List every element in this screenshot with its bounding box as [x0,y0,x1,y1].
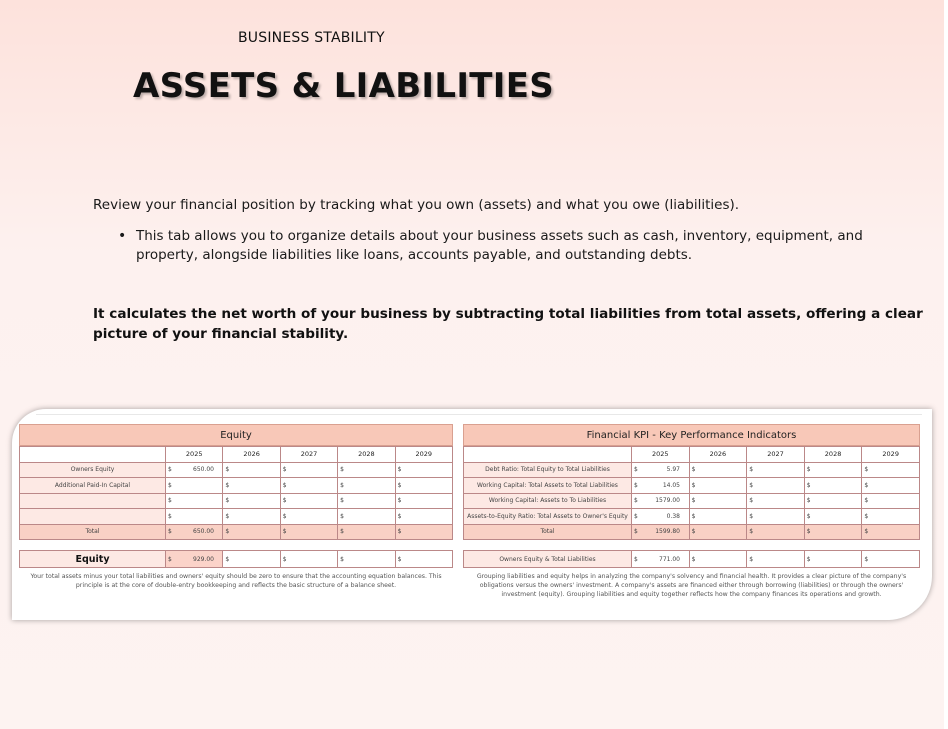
value-cell[interactable] [280,551,337,568]
value-cell[interactable] [747,478,805,494]
value-cell[interactable] [747,462,805,478]
table-row [464,524,920,540]
table-header-row [464,447,920,463]
value-cell[interactable] [395,462,452,478]
currency-symbol: $ [691,497,696,505]
table-row [20,462,453,478]
value-cell[interactable] [632,551,690,568]
value-cell[interactable] [804,524,862,540]
value-cell[interactable] [689,509,747,525]
equity-panel-title: Equity [19,424,453,446]
value-cell[interactable] [862,524,920,540]
value-cell[interactable] [338,462,395,478]
row-label: Additional Paid-In Capital [20,478,166,494]
value-cell[interactable] [280,462,337,478]
value-cell[interactable] [689,493,747,509]
currency-symbol: $ [634,481,638,489]
value-cell[interactable] [689,478,747,494]
value-cell[interactable] [804,462,862,478]
year-header: 2028 [804,447,862,463]
table-row [464,478,920,494]
currency-symbol: $ [168,512,172,520]
row-label [20,509,166,525]
kpi-rows [464,462,920,540]
equity-summary-table [19,550,453,568]
value-cell[interactable] [862,493,920,509]
value-cell[interactable] [395,524,452,540]
currency-symbol: $ [806,512,811,520]
sheet-divider [36,414,922,415]
currency-symbol: $ [282,481,287,489]
value-cell[interactable] [338,524,395,540]
row-label: Assets-to-Equity Ratio: Total Assets to Owner's Equity [464,509,632,525]
currency-symbol: $ [749,528,754,536]
value-cell[interactable] [223,478,280,494]
currency-symbol: $ [749,497,754,505]
equity-rows [20,462,453,540]
value-cell[interactable] [862,551,920,568]
currency-symbol: $ [864,512,869,520]
currency-symbol: $ [282,512,287,520]
currency-symbol: $ [634,466,638,474]
value-cell[interactable] [166,493,223,509]
table-row [20,509,453,525]
currency-symbol: $ [749,481,754,489]
row-label: Owners Equity & Total Liabilities [464,551,632,568]
currency-symbol: $ [225,481,230,489]
currency-symbol: $ [168,481,172,489]
currency-symbol: $ [634,555,638,563]
table-row [20,493,453,509]
year-header: 2026 [689,447,747,463]
value-cell[interactable] [338,478,395,494]
currency-symbol: $ [691,555,696,563]
row-label: Total [464,524,632,540]
kpi-summary-table [463,550,920,568]
value-cell[interactable] [804,509,862,525]
currency-symbol: $ [806,555,811,563]
value-cell[interactable] [223,551,280,568]
currency-symbol: $ [691,512,696,520]
value-cell[interactable] [689,462,747,478]
currency-symbol: $ [749,512,754,520]
row-label: Owners Equity [20,462,166,478]
currency-symbol: $ [168,466,172,474]
header-blank [464,447,632,463]
currency-symbol: $ [634,512,638,520]
currency-symbol: $ [864,528,869,536]
table-row [20,478,453,494]
value-cell[interactable] [166,551,223,568]
currency-symbol: $ [225,512,230,520]
value-cell[interactable] [804,551,862,568]
currency-symbol: $ [397,497,402,505]
cell-value: 1599.80 [655,528,680,536]
year-header: 2027 [747,447,805,463]
currency-symbol: $ [282,555,287,563]
currency-symbol: $ [634,497,638,505]
bullet-item: This tab allows you to organize details about your business assets such as cash, inventory, equipment, and property, alongside liabilities like loans, accounts payable, and outstanding debts. [136,228,863,263]
currency-symbol: $ [340,528,344,536]
currency-symbol: $ [397,528,402,536]
currency-symbol: $ [282,497,287,505]
currency-symbol: $ [634,528,638,536]
currency-symbol: $ [806,528,811,536]
equity-note: Your total assets minus your total liabilities and owners' equity should be zero to ensure that the accounting equation balances. This principle is at the core of double-entry bookkeeping and reflects the basic structure of a balance sheet. [30,573,442,589]
cell-value: 0.38 [666,512,680,520]
currency-symbol: $ [168,555,172,563]
currency-symbol: $ [397,555,402,563]
value-cell[interactable] [338,551,395,568]
value-cell[interactable] [338,509,395,525]
cell-value: 14.05 [662,481,680,489]
currency-symbol: $ [864,481,869,489]
value-cell[interactable] [632,493,690,509]
table-header-row [20,447,453,463]
cell-value: 650.00 [193,466,214,474]
equity-summary [20,551,453,568]
row-label: Working Capital: Assets to To Liabilities [464,493,632,509]
year-header: 2029 [395,447,452,463]
currency-symbol: $ [168,497,172,505]
cell-value: 771.00 [659,555,680,563]
equity-table [19,446,453,540]
value-cell[interactable] [280,509,337,525]
year-header: 2027 [280,447,337,463]
kpi-panel-title: Financial KPI - Key Performance Indicators [463,424,920,446]
currency-symbol: $ [340,512,344,520]
value-cell[interactable] [166,509,223,525]
currency-symbol: $ [225,555,230,563]
value-cell[interactable] [166,462,223,478]
intro-text: Review your financial position by tracking what you own (assets) and what you owe (liabilities). [93,197,740,213]
kpi-note: Grouping liabilities and equity helps in analyzing the company's solvency and financial health. It provides a clear picture of the company's obligations versus the owners' investment. A company's assets are financed either through borrowing (liabilities) or through the owners' investment (equity). Grouping liabilities and equity together reflects how the company finances its operations and growth. [476,573,907,598]
value-cell[interactable] [862,509,920,525]
currency-symbol: $ [864,466,869,474]
value-cell[interactable] [223,524,280,540]
row-label: Equity [20,551,166,568]
row-label [20,493,166,509]
currency-symbol: $ [397,481,402,489]
kpi-panel [463,424,920,599]
value-cell[interactable] [280,478,337,494]
header-blank [20,447,166,463]
currency-symbol: $ [397,512,402,520]
value-cell[interactable] [862,478,920,494]
value-cell[interactable] [862,462,920,478]
value-cell[interactable] [338,493,395,509]
currency-symbol: $ [864,555,869,563]
currency-symbol: $ [397,466,402,474]
table-row [464,551,920,568]
value-cell[interactable] [632,478,690,494]
summary-text: It calculates the net worth of your business by subtracting total liabilities from total assets, offering a clear picture of your financial stability. [93,306,923,342]
value-cell[interactable] [747,509,805,525]
kpi-summary [464,551,920,568]
value-cell[interactable] [223,493,280,509]
currency-symbol: $ [225,497,230,505]
value-cell[interactable] [804,478,862,494]
page-title: ASSETS & LIABILITIES [133,66,555,106]
cell-value: 929.00 [193,555,214,563]
row-label: Working Capital: Total Assets to Total Liabilities [464,478,632,494]
value-cell[interactable] [166,478,223,494]
value-cell[interactable] [395,493,452,509]
table-row [464,462,920,478]
table-row [20,551,453,568]
currency-symbol: $ [749,555,754,563]
currency-symbol: $ [691,481,696,489]
bullet-marker: • [118,228,127,244]
table-row [464,509,920,525]
cell-value: 1579.00 [655,497,680,505]
value-cell[interactable] [747,524,805,540]
table-row [20,524,453,540]
section-label: BUSINESS STABILITY [238,30,385,46]
table-row [464,493,920,509]
year-header: 2025 [632,447,690,463]
value-cell[interactable] [804,493,862,509]
currency-symbol: $ [282,528,287,536]
row-label: Total [20,524,166,540]
value-cell[interactable] [747,551,805,568]
value-cell[interactable] [280,493,337,509]
year-header: 2029 [862,447,920,463]
value-cell[interactable] [632,462,690,478]
currency-symbol: $ [282,466,287,474]
value-cell[interactable] [632,524,690,540]
value-cell[interactable] [280,524,337,540]
value-cell[interactable] [395,509,452,525]
currency-symbol: $ [691,528,696,536]
currency-symbol: $ [225,528,230,536]
currency-symbol: $ [806,466,811,474]
currency-symbol: $ [340,466,344,474]
currency-symbol: $ [864,497,869,505]
page-edge [944,0,948,729]
equity-panel [19,424,453,590]
currency-symbol: $ [225,466,230,474]
value-cell[interactable] [223,462,280,478]
cell-value: 650.00 [193,528,214,536]
year-header: 2028 [338,447,395,463]
year-header: 2025 [166,447,223,463]
spreadsheet-preview [12,409,932,620]
currency-symbol: $ [806,497,811,505]
value-cell[interactable] [689,524,747,540]
value-cell[interactable] [223,509,280,525]
currency-symbol: $ [749,466,754,474]
currency-symbol: $ [168,528,172,536]
cell-value: 5.97 [666,466,680,474]
currency-symbol: $ [340,481,344,489]
value-cell[interactable] [395,478,452,494]
value-cell[interactable] [632,509,690,525]
currency-symbol: $ [340,555,344,563]
currency-symbol: $ [691,466,696,474]
value-cell[interactable] [747,493,805,509]
currency-symbol: $ [806,481,811,489]
value-cell[interactable] [689,551,747,568]
row-label: Debt Ratio: Total Equity to Total Liabilities [464,462,632,478]
currency-symbol: $ [340,497,344,505]
value-cell[interactable] [395,551,452,568]
year-header: 2026 [223,447,280,463]
kpi-table [463,446,920,540]
value-cell[interactable] [166,524,223,540]
